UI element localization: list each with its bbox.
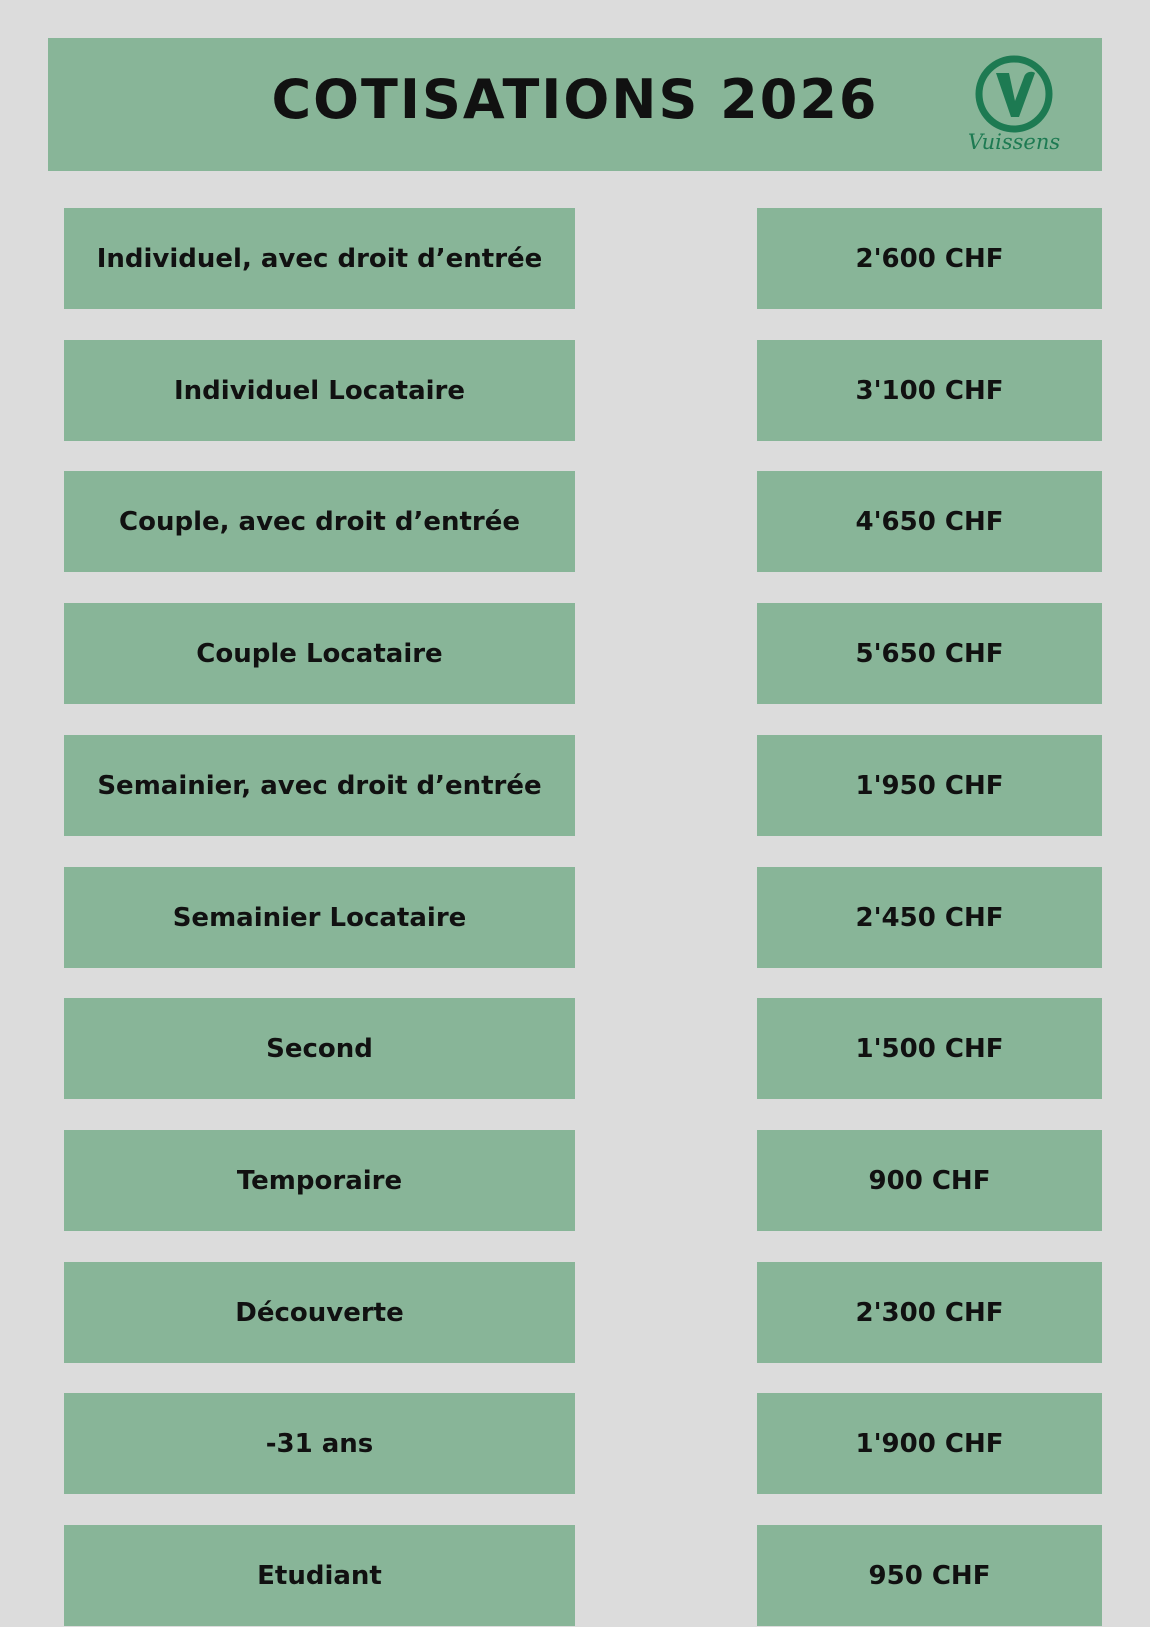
membership-type-label: Individuel Locataire bbox=[64, 340, 575, 441]
membership-type-label: Couple, avec droit d’entrée bbox=[64, 471, 575, 572]
membership-price: 950 CHF bbox=[757, 1525, 1102, 1626]
membership-type-label: Second bbox=[64, 998, 575, 1099]
membership-type-label: Temporaire bbox=[64, 1130, 575, 1231]
membership-price: 1'500 CHF bbox=[757, 998, 1102, 1099]
page-title: COTISATIONS 2026 bbox=[271, 68, 879, 131]
membership-price: 1'950 CHF bbox=[757, 735, 1102, 836]
membership-price: 2'300 CHF bbox=[757, 1262, 1102, 1363]
vuissens-logo bbox=[955, 48, 1073, 160]
membership-price: 900 CHF bbox=[757, 1130, 1102, 1231]
membership-type-label: -31 ans bbox=[64, 1393, 575, 1494]
membership-price: 2'600 CHF bbox=[757, 208, 1102, 309]
membership-price: 5'650 CHF bbox=[757, 603, 1102, 704]
membership-type-label: Semainier Locataire bbox=[64, 867, 575, 968]
membership-type-label: Etudiant bbox=[64, 1525, 575, 1626]
membership-price: 4'650 CHF bbox=[757, 471, 1102, 572]
membership-price: 1'900 CHF bbox=[757, 1393, 1102, 1494]
membership-type-label: Individuel, avec droit d’entrée bbox=[64, 208, 575, 309]
v-emblem-icon bbox=[973, 53, 1055, 135]
membership-type-label: Couple Locataire bbox=[64, 603, 575, 704]
logo-wordmark: Vuissens bbox=[967, 130, 1061, 154]
membership-price: 2'450 CHF bbox=[757, 867, 1102, 968]
membership-price: 3'100 CHF bbox=[757, 340, 1102, 441]
membership-type-label: Semainier, avec droit d’entrée bbox=[64, 735, 575, 836]
membership-type-label: Découverte bbox=[64, 1262, 575, 1363]
